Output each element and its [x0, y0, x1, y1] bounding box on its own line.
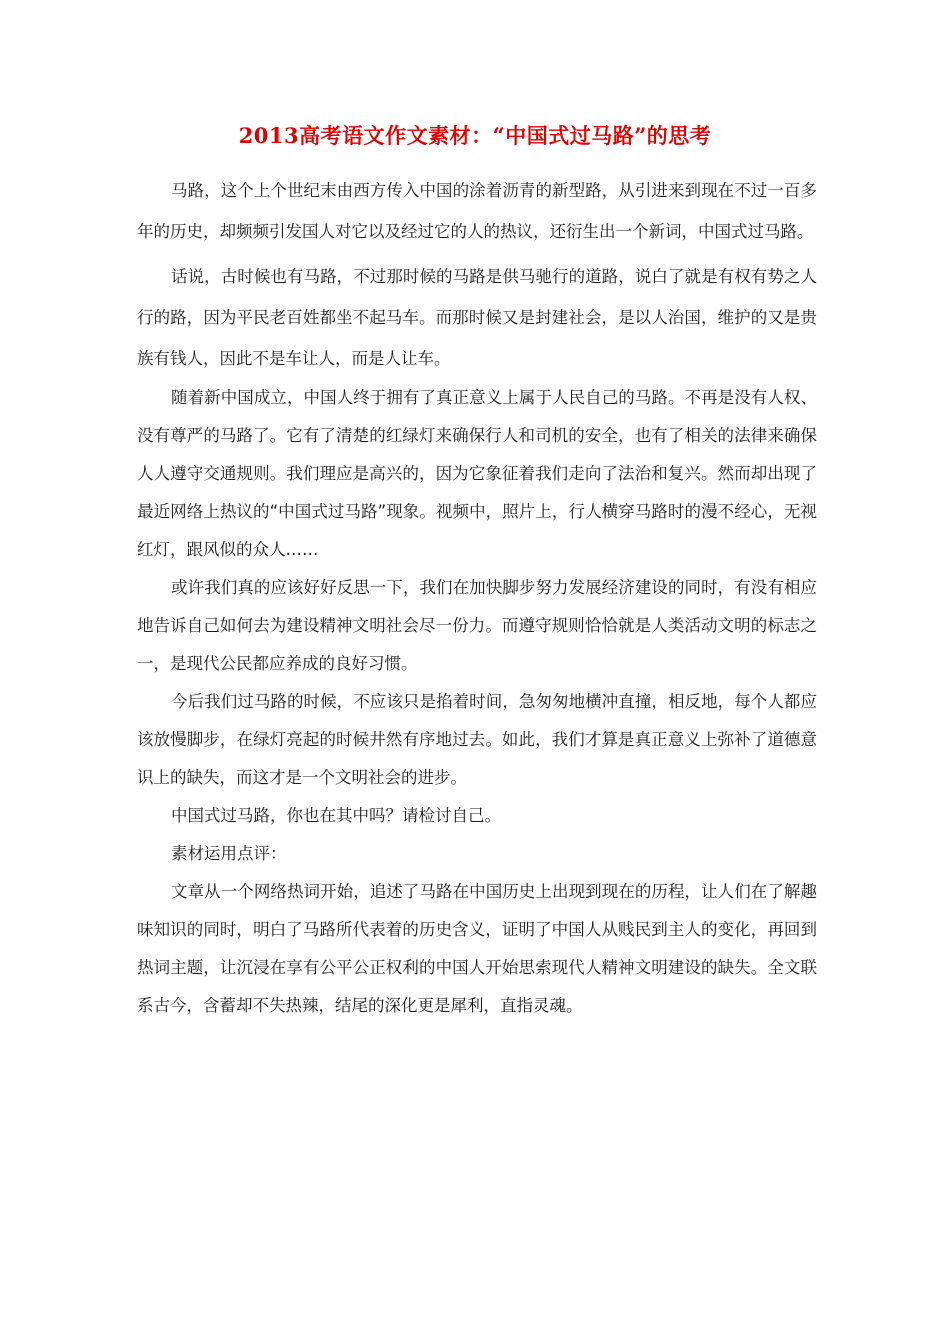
paragraph-4: 或许我们真的应该好好反思一下，我们在加快脚步努力发展经济建设的同时，有没有相应地告诉自己如何去为建设精神文明社会尽一份力。而遵守规则恰恰就是人类活动文明的标志之一，是现代公民都应养成的良好习惯。 — [137, 578, 817, 673]
commentary-heading: 素材运用点评： — [171, 844, 287, 863]
paragraph-2: 话说，古时候也有马路，不过那时候的马路是供马驰行的道路，说白了就是有权有势之人行的路，因为平民老百姓都坐不起马车。而那时候又是封建社会，是以人治国，维护的又是贵族有钱人，因此不是车让人，而是人让车。 — [137, 267, 817, 368]
paragraph-5: 今后我们过马路的时候，不应该只是掐着时间，急匆匆地横冲直撞，相反地，每个人都应该放慢脚步，在绿灯亮起的时候井然有序地过去。如此，我们才算是真正意义上弥补了道德意识上的缺失，而这才是一个文明社会的进步。 — [137, 692, 817, 787]
paragraph-1: 马路，这个上个世纪末由西方传入中国的涂着沥青的新型路，从引进来到现在不过一百多年的历史，却频频引发国人对它以及经过它的人的热议，还衍生出一个新词，中国式过马路。 — [137, 181, 817, 241]
paragraph-3: 随着新中国成立，中国人终于拥有了真正意义上属于人民自己的马路。不再是没有人权、没有尊严的马路了。它有了清楚的红绿灯来确保行人和司机的安全，也有了相关的法律来确保人人遵守交通规则。我们理应是高兴的，因为它象征着我们走向了法治和复兴。然而却出现了最近网络上热议的“中国式过马路”现象。视频中，照片上，行人横穿马路时的漫不经心，无视红灯，跟风似的众人…… — [137, 388, 817, 559]
document-body — [137, 170, 817, 1025]
document-title: 2013高考语文作文素材：“中国式过马路”的思考 — [238, 123, 712, 148]
paragraph-6: 中国式过马路，你也在其中吗？请检讨自己。 — [171, 806, 501, 825]
commentary-paragraph: 文章从一个网络热词开始，追述了马路在中国历史上出现到现在的历程，让人们在了解趣味知识的同时，明白了马路所代表着的历史含义，证明了中国人从贱民到主人的变化，再回到热词主题，让沉浸在享有公平公正权利的中国人开始思索现代人精神文明建设的缺失。全文联系古今，含蓄却不失热辣，结尾的深化更是犀利，直指灵魂。 — [137, 882, 817, 1015]
